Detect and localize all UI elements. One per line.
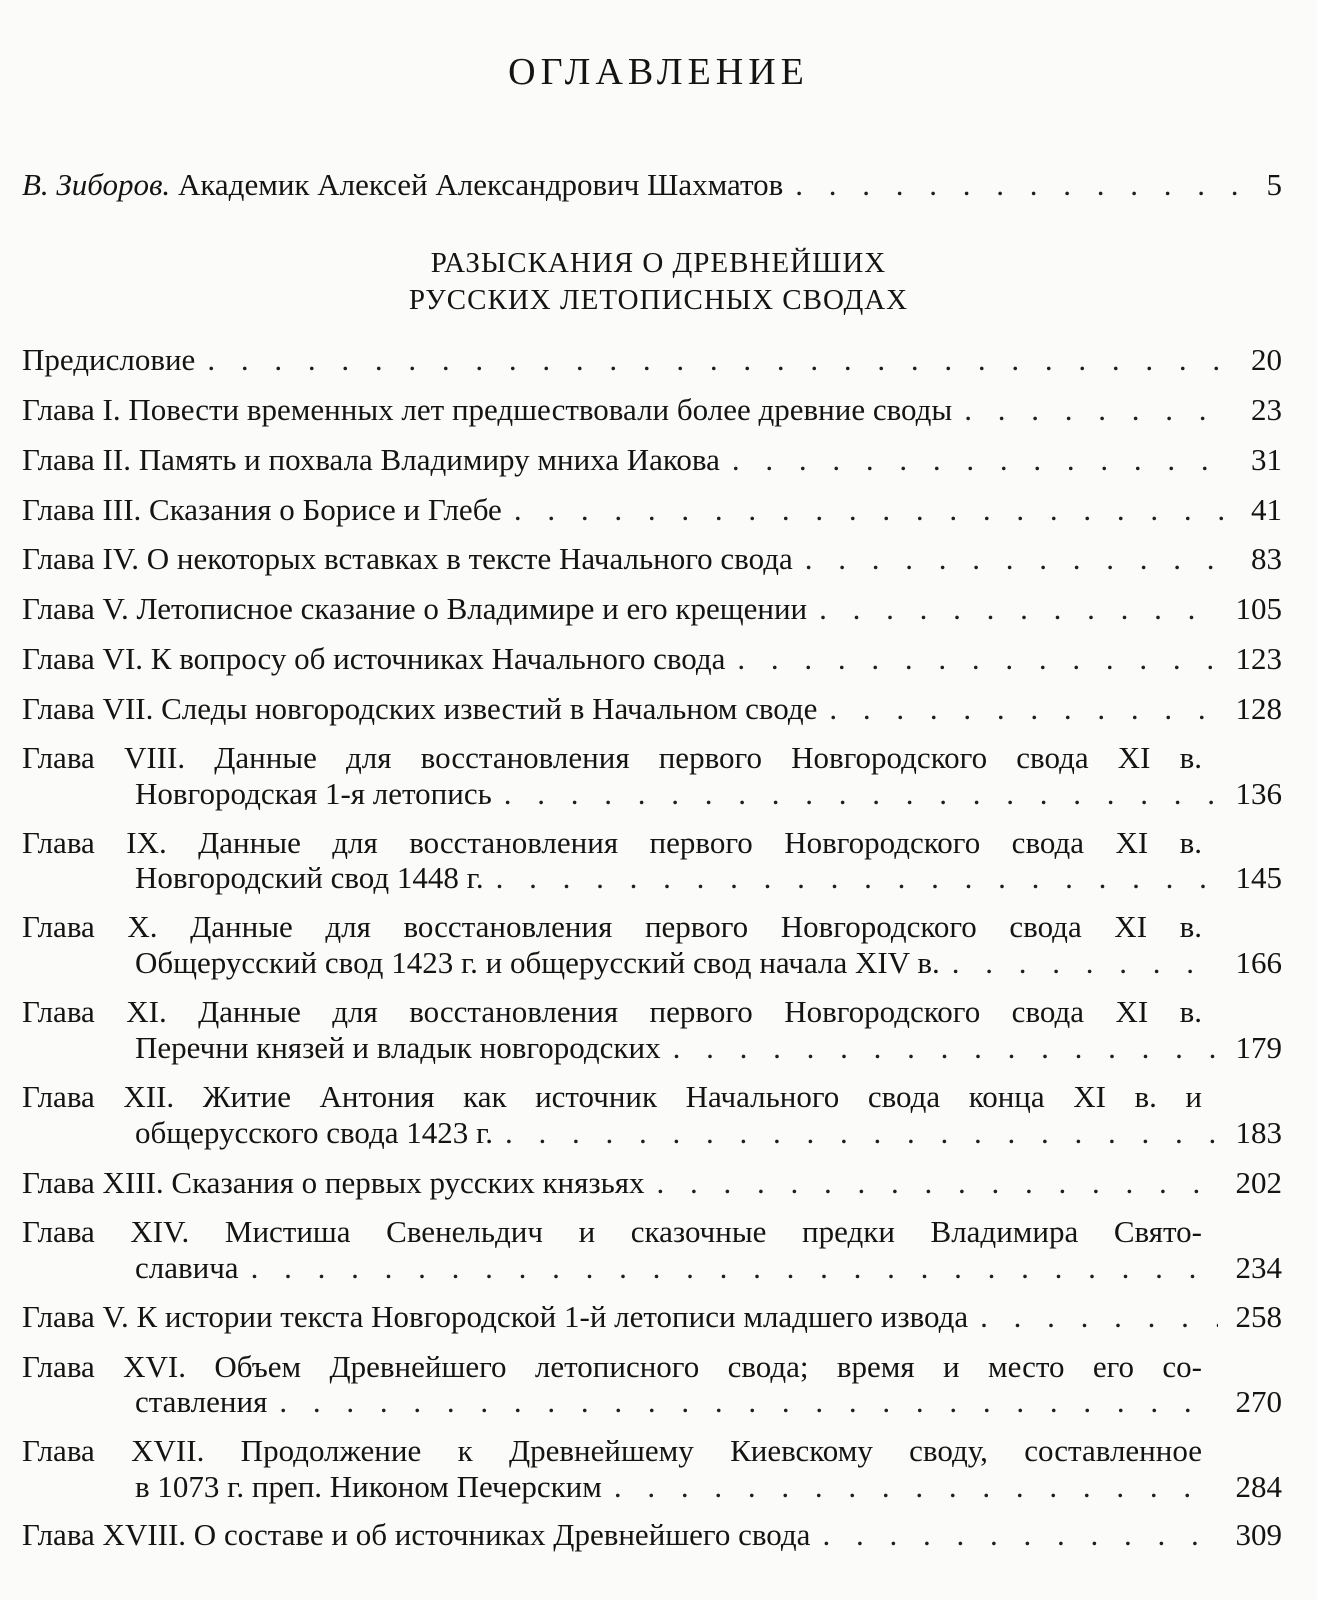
page-number: 258	[1235, 1299, 1282, 1334]
intro-title: Академик Алексей Александрович Шахматов	[177, 167, 784, 202]
page-number: 5	[1266, 167, 1282, 202]
toc-entry-text: Предисловие	[22, 342, 196, 377]
toc-entry-line1[interactable]: Глава XII. Житие Антония как источник Начального свода конца XI в. и	[22, 1079, 1202, 1114]
toc-entry-text: Глава V. Летописное сказание о Владимире и его крещении	[22, 591, 808, 626]
section-heading-line2: РУССКИХ ЛЕТОПИСНЫХ СВОДАХ	[408, 284, 909, 316]
toc-entry-text: Новгородский свод 1448 г.	[135, 860, 484, 895]
dot-leader	[793, 540, 1233, 578]
toc-entry-intro[interactable]	[22, 166, 1282, 204]
page-number: 105	[1235, 591, 1282, 626]
page-number: 20	[1251, 342, 1282, 377]
toc-entry[interactable]	[22, 640, 1282, 678]
toc-entry[interactable]	[22, 341, 1282, 379]
dot-leader	[661, 1029, 1218, 1067]
toc-entry-text: Новгородская 1-я летопись	[135, 776, 492, 811]
toc-entry[interactable]	[22, 441, 1282, 479]
dot-leader	[783, 166, 1248, 204]
page-number: 202	[1235, 1165, 1282, 1200]
toc-entry-text: Глава VII. Следы новгородских известий в Начальном своде	[22, 691, 818, 726]
page-number: 136	[1235, 776, 1282, 811]
dot-leader	[807, 590, 1217, 628]
toc-entry-text: Общерусский свод 1423 г. и общерусский свод начала XIV в.	[135, 945, 940, 980]
toc-entry[interactable]	[22, 540, 1282, 578]
page-number: 284	[1235, 1469, 1282, 1504]
toc-entry-text: Глава VI. К вопросу об источниках Начального свода	[22, 641, 726, 676]
dot-leader	[725, 640, 1217, 678]
dot-leader	[195, 341, 1233, 379]
toc-entry-text: Глава III. Сказания о Борисе и Глебе	[22, 492, 502, 527]
dot-leader	[645, 1164, 1218, 1202]
toc-entry[interactable]	[22, 1298, 1282, 1336]
page-number: 83	[1251, 541, 1282, 576]
dot-leader	[493, 1114, 1218, 1152]
page-number: 123	[1235, 641, 1282, 676]
toc-entry-text	[22, 166, 783, 204]
toc-entry-line2[interactable]	[135, 775, 1282, 813]
toc-entry-text: славича	[135, 1250, 239, 1285]
toc-entry-text: Глава IV. О некоторых вставках в тексте Начального свода	[22, 541, 793, 576]
dot-leader	[502, 491, 1233, 529]
page-title: ОГЛАВЛЕНИЕ	[508, 51, 809, 93]
toc-entry-line1[interactable]: Глава XVII. Продолжение к Древнейшему Киевскому своду, составленное	[22, 1433, 1202, 1468]
toc-entry-line1[interactable]: Глава XI. Данные для восстановления первого Новгородского свода XI в.	[22, 994, 1202, 1029]
toc-entry-text: общерусского свода 1423 г.	[135, 1115, 493, 1150]
toc-entry-line2[interactable]	[135, 1249, 1282, 1287]
dot-leader	[720, 441, 1233, 479]
dot-leader	[484, 859, 1218, 897]
toc-entry-line2[interactable]	[135, 859, 1282, 897]
toc-entry[interactable]	[22, 1516, 1282, 1554]
toc-entry-text: Глава XVIII. О составе и об источниках Древнейшего свода	[22, 1517, 811, 1552]
dot-leader	[267, 1383, 1217, 1421]
toc-entry-line1[interactable]: Глава VIII. Данные для восстановления первого Новгородского свода XI в.	[22, 740, 1202, 775]
toc-entry-text: Глава I. Повести временных лет предшествовали более древние своды	[22, 392, 953, 427]
page-number: 179	[1235, 1030, 1282, 1065]
toc-entry-line2[interactable]	[135, 1383, 1282, 1421]
page-number: 31	[1251, 442, 1282, 477]
page-number: 183	[1235, 1115, 1282, 1150]
dot-leader	[492, 775, 1218, 813]
page-number: 41	[1251, 492, 1282, 527]
dot-leader	[940, 944, 1218, 982]
toc-entry[interactable]	[22, 1164, 1282, 1202]
dot-leader	[817, 690, 1217, 728]
toc-entry-text: Глава XIII. Сказания о первых русских князьях	[22, 1165, 645, 1200]
page-number: 23	[1251, 392, 1282, 427]
toc-entry-text: в 1073 г. преп. Никоном Печерским	[135, 1469, 602, 1504]
dot-leader	[952, 391, 1233, 429]
toc-entry-text: Перечни князей и владык новгородских	[135, 1030, 661, 1065]
author-name: В. Зиборов.	[22, 167, 171, 202]
toc-entry-line2[interactable]	[135, 1114, 1282, 1152]
toc-entry-line1[interactable]: Глава IX. Данные для восстановления первого Новгородского свода XI в.	[22, 825, 1202, 860]
page-number: 128	[1235, 691, 1282, 726]
toc-entry-text: Глава II. Память и похвала Владимиру мниха Иакова	[22, 442, 720, 477]
page-number: 270	[1235, 1384, 1282, 1419]
dot-leader	[810, 1516, 1217, 1554]
section-heading-line1: РАЗЫСКАНИЯ О ДРЕВНЕЙШИХ	[430, 247, 887, 279]
toc-entry-text: ставления	[135, 1384, 268, 1419]
toc-entry-line2[interactable]	[135, 1029, 1282, 1067]
toc-entry-text: Глава V. К истории текста Новгородской 1-й летописи младшего извода	[22, 1299, 969, 1334]
page-number: 309	[1235, 1517, 1282, 1552]
toc-entry-line1[interactable]: Глава XIV. Мистиша Свенельдич и сказочные предки Владимира Свято-	[22, 1214, 1202, 1249]
page-number: 234	[1235, 1250, 1282, 1285]
dot-leader	[968, 1298, 1217, 1336]
toc-entry-line2[interactable]	[135, 944, 1282, 982]
page-number: 145	[1235, 860, 1282, 895]
toc-entry-line1[interactable]: Глава X. Данные для восстановления первого Новгородского свода XI в.	[22, 909, 1202, 944]
toc-entry[interactable]	[22, 590, 1282, 628]
toc-entry[interactable]	[22, 491, 1282, 529]
toc-entry[interactable]	[22, 391, 1282, 429]
toc-entry[interactable]	[22, 690, 1282, 728]
toc-entry-line1[interactable]: Глава XVI. Объем Древнейшего летописного свода; время и место его со-	[22, 1349, 1202, 1384]
dot-leader	[602, 1468, 1218, 1506]
toc-entry-line2[interactable]	[135, 1468, 1282, 1506]
page-number: 166	[1235, 945, 1282, 980]
dot-leader	[239, 1249, 1218, 1287]
